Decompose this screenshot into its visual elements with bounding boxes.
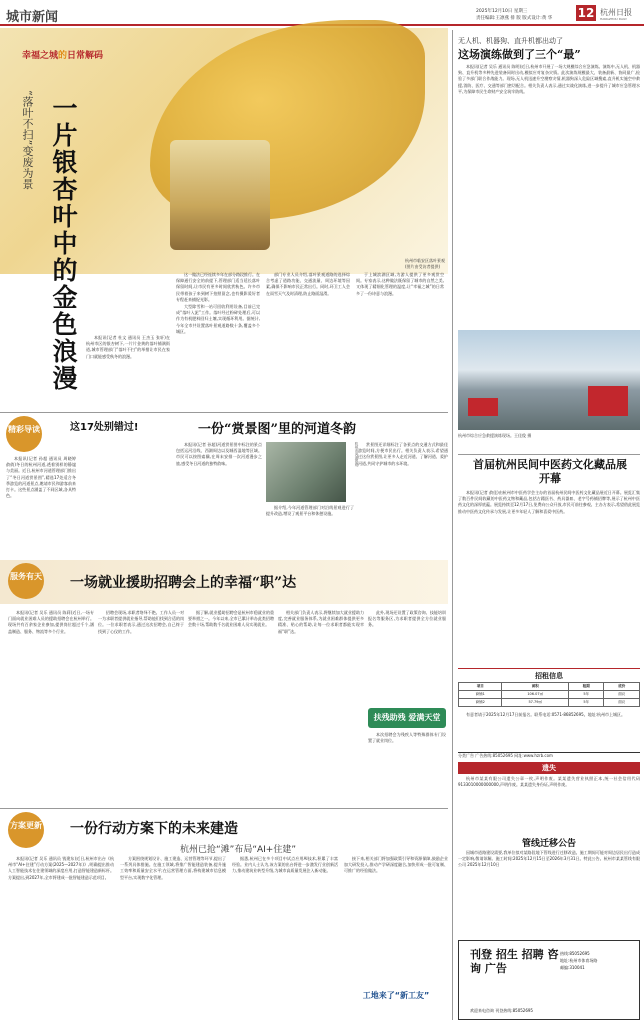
story4-body-d bbox=[344, 856, 448, 986]
table-cell: 5年 bbox=[568, 691, 604, 699]
section-tag: 精彩导读 bbox=[6, 416, 42, 452]
lost-notice-paragraph: 杭州市某某有限公司遗失公章一枚,声明作废。某某遗失营业执照正本,统一社会信用代码9133010000000000,声明作废。某某遗失身份证,声明作废。 bbox=[458, 776, 640, 788]
story3-body-c bbox=[188, 610, 274, 760]
story4-paragraph: 方案围绕规划设计、施工建造、运营管理等环节,提出了一系列具体措施。在施工领域,将推广智能建造装备,提升施工效率和质量安全水平;在运营管理方面,将构建城市信息模型平台,实现数字化管理。 bbox=[120, 856, 226, 880]
story2-body-c bbox=[358, 442, 448, 554]
ad-lines bbox=[560, 950, 636, 971]
hero-photo-caption: 杭州市临安区落叶景观(图片由受访者提供) bbox=[405, 258, 445, 269]
ad-title: 刊登 招生 招聘 咨询 广告 bbox=[470, 948, 559, 975]
paper-logo-en: HANGZHOU DAILY bbox=[600, 17, 627, 21]
lost-notice-body bbox=[458, 776, 640, 832]
fire-truck bbox=[468, 398, 498, 416]
ad-line: 邮编:310041 bbox=[560, 965, 585, 970]
tcm-exhibition-headline: 首届杭州民间中医药文化藏品展开幕 bbox=[473, 458, 627, 485]
story2-body-a bbox=[176, 442, 262, 550]
section-tag: 服务有天 bbox=[8, 563, 44, 599]
hero-kicker-c: 日常解码 bbox=[67, 51, 104, 61]
table-cell: 106.07㎡ bbox=[502, 691, 569, 699]
hero-kicker bbox=[22, 48, 103, 61]
lease-notes-paragraph: 有意者请于2025年12月17日前报名。联系电话:0571-86852695。地址:杭州市上城区。 bbox=[466, 712, 626, 717]
table-header: 底价 bbox=[604, 683, 640, 691]
lease-notice-title: 招租信息 bbox=[458, 668, 640, 681]
hero-article-col-a bbox=[176, 272, 260, 422]
hero-article-col-c bbox=[356, 272, 444, 422]
story3-body-b bbox=[98, 610, 184, 760]
table-header: 项目 bbox=[459, 683, 502, 691]
story4-body-a bbox=[8, 856, 114, 1018]
hero-photo bbox=[170, 140, 270, 250]
lost-notice-title: 遗失 bbox=[458, 762, 640, 774]
section-name: 城市新闻 bbox=[6, 10, 59, 25]
story2-paragraph: 赏景图还详细标注了各景点的交通方式和最佳游览时间,方便市民出行。相关负责人表示,希望通过这份赏景图,让更多人走近河道、了解河道、爱护河道,共同守护城市的水环境。 bbox=[358, 442, 448, 466]
drill-photo-caption: 杭州市综合应急救援演练现场。王佳俊 摄 bbox=[458, 433, 532, 438]
right-story-body bbox=[458, 64, 640, 324]
ad-contact: 欢迎来电咨询 刊登热线:85052695 bbox=[470, 1008, 533, 1013]
drill-photo bbox=[458, 330, 640, 430]
story2-headline: 一份“赏景图”里的河道冬韵 bbox=[198, 422, 356, 437]
story3-paragraph: 招聘会现场,求职者络绎不绝。工作人员一对一为求职者提供就业指导,帮助他们找到合适的岗位。一位求职者表示,通过这次招聘会,自己终于找到了心仪的工作。 bbox=[98, 610, 184, 634]
section-tag: 方案更新 bbox=[8, 812, 44, 848]
story3-body-d bbox=[278, 610, 364, 760]
page-number: 12 bbox=[577, 6, 595, 20]
story1-paragraph: 本报讯(记者 孙超 通讯员 周晓婷 俞倩)冬日的杭州河道,透着别样的静谧与美丽。近日,杭州市河道管理部门推出了“冬日河道赏景图”,精选17处适合冬季游览的河道景点,邀请市民和游客前来打卡。这些景点涵盖了不同区域,各具特色。 bbox=[6, 456, 76, 499]
classified-header: 分类广告 广告热线:85052695 网址:www.hzrb.com bbox=[458, 752, 640, 760]
right-story-paragraph: 本报讯(记者 吴乐 通讯员 陈明)近日,杭州市开展了一场大规模综合应急演练。演练中,无人机、机器狗、直升机等多种先进装备同时出动,模拟应对复杂灾情。此次演练规模最大、装备最新、协同最广,检验了多部门联合作战能力。现场,无人机迅速升空勘察灾情,机器狗深入危险区域搜索,直升机实施空中救援,消防、医疗、交通等部门密切配合。相关负责人表示,通过实战化演练,进一步提升了城市应急管理水平,为保障市民生命财产安全筑牢防线。 bbox=[458, 64, 640, 94]
table-cell: 面议 bbox=[604, 691, 640, 699]
ad-line: 热线:85052695 bbox=[560, 951, 590, 956]
new-worker-logo: 工地来了“新工友” bbox=[362, 991, 430, 1000]
hero-kicker-b: 的 bbox=[58, 51, 68, 61]
table-cell: 5年 bbox=[568, 699, 604, 707]
story4-body-c bbox=[232, 856, 338, 1018]
hero-paragraph: 于上城滨湖区域,为游人提供了更多观赏空间。专家表示,这种做法既保留了城市的自然之美,又体现了精细化管理的温度,让“幸福之城”的日常多了一份诗意与浪漫。 bbox=[356, 272, 444, 296]
story4-paragraph: 据悉,杭州已在多个项目中试点应用AI技术,积累了丰富经验。业内人士认为,该方案的出台将进一步激发行业创新活力,推动建筑业转型升级,为城市高质量发展注入新动能。 bbox=[232, 856, 338, 874]
lease-table bbox=[458, 682, 640, 707]
story2-paragraph: 据介绍,今年河道管理部门对沿线景观进行了提升改造,增设了观景平台和休憩设施。 bbox=[266, 505, 354, 517]
hero-paragraph: 这一做法已经连续多年在部分路段推行。在保障通行安全的前提下,管理部门适当延长落叶保留时间,让市民有更多时间欣赏秋色。许多市民带着孩子来到树下拍照留念,也有摄影爱好者专程赶来捕捉光影。 bbox=[176, 272, 260, 302]
hero-paragraph: 本报讯(记者 杜文 通讯员 王杰玉 张轩)在杭州市区的银杏树下,一片片金黄的落叶铺满街道,城市管理部门“落叶不扫”的举措让市民在家门口就能感受秋冬的浪漫。 bbox=[86, 335, 170, 359]
hero-paragraph: 大型除雪和一站可回收利用设备,目前已完成“落叶入泥”工作。落叶经过粉碎处理后,可以作为有机肥料回归土壤,实现循环利用。据统计,今年全市共设置落叶景观道路数十条,覆盖多个城区。 bbox=[176, 304, 260, 334]
table-header: 租期 bbox=[568, 683, 604, 691]
river-photo bbox=[266, 442, 346, 502]
editors-credit: 责任编辑:王凛燕 排 版 版式设计:黄 华 bbox=[476, 16, 553, 21]
row-divider bbox=[0, 808, 448, 809]
right-story-headline: 这场演练做到了三个“最” bbox=[458, 48, 581, 61]
paper-logo: 杭州日报 bbox=[600, 8, 632, 17]
lease-notes bbox=[458, 712, 640, 752]
table-cell: 商铺1 bbox=[459, 691, 502, 699]
table-cell: 57.79㎡ bbox=[502, 699, 569, 707]
tcm-exhibition-body bbox=[458, 490, 640, 665]
hero-subtitle: “落叶不扫”变废为景 bbox=[21, 90, 34, 190]
issue-date: 2025年12月10日 星期三 bbox=[476, 9, 528, 14]
story3-paragraph: 本次招聘会为残疾人等特殊群体专门设置了就业岗位。 bbox=[368, 732, 446, 744]
pipeline-notice-body bbox=[458, 850, 640, 936]
ad-line: 地址:杭州市体育场路 bbox=[560, 958, 598, 963]
river-photo-caption: 杭州市河道景观 bbox=[355, 442, 359, 467]
row-divider bbox=[0, 412, 448, 413]
table-cell: 面议 bbox=[604, 699, 640, 707]
hero-headline: 一片银杏叶中的金色浪漫 bbox=[49, 95, 78, 392]
story4-subheadline: 杭州已抢“滩”布局“AI+住建” bbox=[180, 845, 297, 855]
story3-paragraph: 本报讯(记者 吴乐 通讯员 陈莉)近日,一场专门面向就业困难人员的援助招聘会在杭州举行。现场共有百余家企业参加,提供岗位超过千个,涵盖制造、服务、物流等多个行业。 bbox=[8, 610, 94, 634]
story2-body-b bbox=[266, 505, 354, 555]
story3-paragraph: 据了解,就业援助招聘会是杭州市稳就业的重要举措之一。今年以来,全市已累计举办此类招聘会数十场,帮助数千名就业困难人员实现就业。 bbox=[188, 610, 274, 628]
pipeline-notice-title: 管线迁移公告 bbox=[521, 839, 576, 849]
story2-paragraph: 本报讯(记者 孙超)河道赏景图中标注的景点包括运河沿线、西湖周边以及城西湿地等区域。市民可以按图索骥,在周末安排一次河道漫步之旅,感受冬日河道的独特韵味。 bbox=[176, 442, 262, 466]
story4-paragraph: 接下来,相关部门将加强政策引导和资源保障,鼓励企业加大研发投入,推动产学研深度融合,加快形成一批可复制、可推广的经验做法。 bbox=[344, 856, 448, 874]
story4-paragraph: 本报讯(记者 吴乐 通讯员 钱建东)近日,杭州市出台《杭州市“AI+住建”行动方案(2025—2027年)》,明确提出推动人工智能技术在住建领域的深度应用,打造智能建造新标杆。方案提出,到2027年,全市将建成一批智能建造示范项目。 bbox=[8, 856, 114, 880]
story3-body-e bbox=[368, 610, 446, 705]
story3-headline: 一场就业援助招聘会上的幸福“职”达 bbox=[70, 575, 297, 591]
story3-paragraph: 相关部门负责人表示,将继续加大就业援助力度,完善就业服务体系,为就业困难群体提供更多精准、贴心的帮助,让每一位求职者都能实现幸福“职”达。 bbox=[278, 610, 364, 634]
story1-headline: 这17处别错过! bbox=[70, 422, 139, 433]
table-row bbox=[459, 691, 640, 699]
story3-paragraph: 此外,现场还设置了政策咨询、技能培训报名等服务区,为求职者提供全方位就业服务。 bbox=[368, 610, 446, 628]
right-story-kicker: 无人机、机器狗、直升机都出动了 bbox=[458, 37, 563, 45]
disability-support-badge: 扶残助残 爱满天堂 bbox=[368, 708, 446, 728]
table-cell: 商铺2 bbox=[459, 699, 502, 707]
row-divider bbox=[458, 454, 640, 455]
pipeline-paragraph: 因城市道路建设需要,我单位拟对某路段地下管线进行迁移改造。施工期间可能对周边居民出行造成一定影响,敬请谅解。施工时间:2025年12月15日至2026年3月31日。特此公告。杭州市某某管线有限公司 2025年12月10日 bbox=[458, 850, 640, 868]
story3-body-a bbox=[8, 610, 94, 760]
table-header: 面积 bbox=[502, 683, 569, 691]
table-row bbox=[459, 699, 640, 707]
fire-truck bbox=[588, 386, 628, 416]
hero-paragraph: 部门专业人员介绍,落叶景观道路的选择综合考虑了道路功能、交通流量、周边环境等因素,确保不影响市民正常出行。同时,环卫工人会在雨雪天气及时清理,防止路面湿滑。 bbox=[266, 272, 350, 296]
tcm-paragraph: 本报讯(记者 俞佳)由杭州市中医药学会主办的首届杭州民间中医药文化藏品展近日开幕。展览汇集了数百件民间收藏的中医药文物和藏品,包括古籍医书、药具器皿、老字号药铺招牌等,展示了杭州中医药文化的深厚底蕴。展览持续至12月17日,免费向公众开放,市民可前往参观。主办方表示,希望借此展览推动中医药文化传承与发展,让更多年轻人了解和喜爱中医药。 bbox=[458, 490, 640, 514]
hero-kicker-a: 幸福之城 bbox=[22, 51, 59, 61]
story3-body-f bbox=[368, 732, 446, 762]
hero-article-col-b bbox=[266, 272, 350, 422]
story1-body bbox=[6, 456, 76, 556]
column-divider bbox=[452, 30, 453, 1020]
story4-body-b bbox=[120, 856, 226, 1018]
story4-headline: 一份行动方案下的未来建造 bbox=[70, 821, 238, 837]
